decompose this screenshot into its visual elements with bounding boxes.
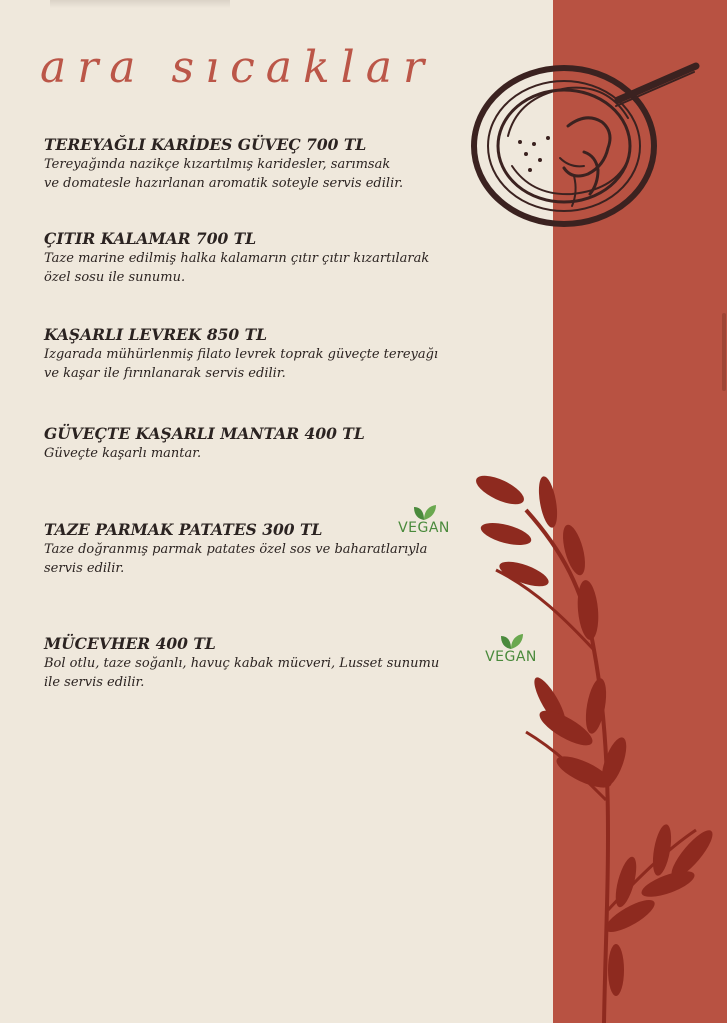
leaf-icon bbox=[410, 503, 438, 521]
vegan-label: VEGAN bbox=[485, 649, 537, 665]
menu-item bbox=[44, 325, 514, 383]
item-description: Taze doğranmış parmak patates özel sos ve baharatlarıyla servis edilir. bbox=[44, 542, 428, 576]
item-description: Izgarada mühürlenmiş filato levrek toprak güveçte tereyağı ve kaşar ile fırınlanarak servis edilir. bbox=[44, 347, 439, 381]
section-title: ara sıcaklar bbox=[40, 42, 436, 93]
item-name: ÇITIR KALAMAR 700 TL bbox=[44, 229, 257, 248]
item-description: Bol otlu, taze soğanlı, havuç kabak mücveri, Lusset sunumu ile servis edilir. bbox=[44, 656, 440, 690]
scrollbar-thumb[interactable] bbox=[722, 313, 726, 391]
item-name: TAZE PARMAK PATATES 300 TL bbox=[44, 520, 323, 539]
menu-item bbox=[44, 135, 514, 193]
menu-item bbox=[44, 634, 514, 692]
item-name: KAŞARLI LEVREK 850 TL bbox=[44, 325, 268, 344]
vegan-badge bbox=[482, 632, 540, 665]
item-description: Güveçte kaşarlı mantar. bbox=[44, 446, 202, 461]
vegan-label: VEGAN bbox=[398, 520, 450, 536]
item-name: TEREYAĞLI KARİDES GÜVEÇ 700 TL bbox=[44, 135, 367, 154]
menu-item bbox=[44, 424, 514, 463]
menu-item bbox=[44, 229, 514, 287]
item-description: Taze marine edilmiş halka kalamarın çıtır çıtır kızartılarak özel sosu ile sunumu. bbox=[44, 251, 430, 285]
vegan-badge bbox=[395, 503, 453, 536]
top-shadow bbox=[50, 0, 230, 8]
item-name: MÜCEVHER 400 TL bbox=[44, 634, 216, 653]
leaf-icon bbox=[497, 632, 525, 650]
item-description: Tereyağında nazikçe kızartılmış karidesler, sarımsak ve domatesle hazırlanan aromatik soteyle servis edilir. bbox=[44, 157, 404, 191]
item-name: GÜVEÇTE KAŞARLI MANTAR 400 TL bbox=[44, 424, 365, 443]
